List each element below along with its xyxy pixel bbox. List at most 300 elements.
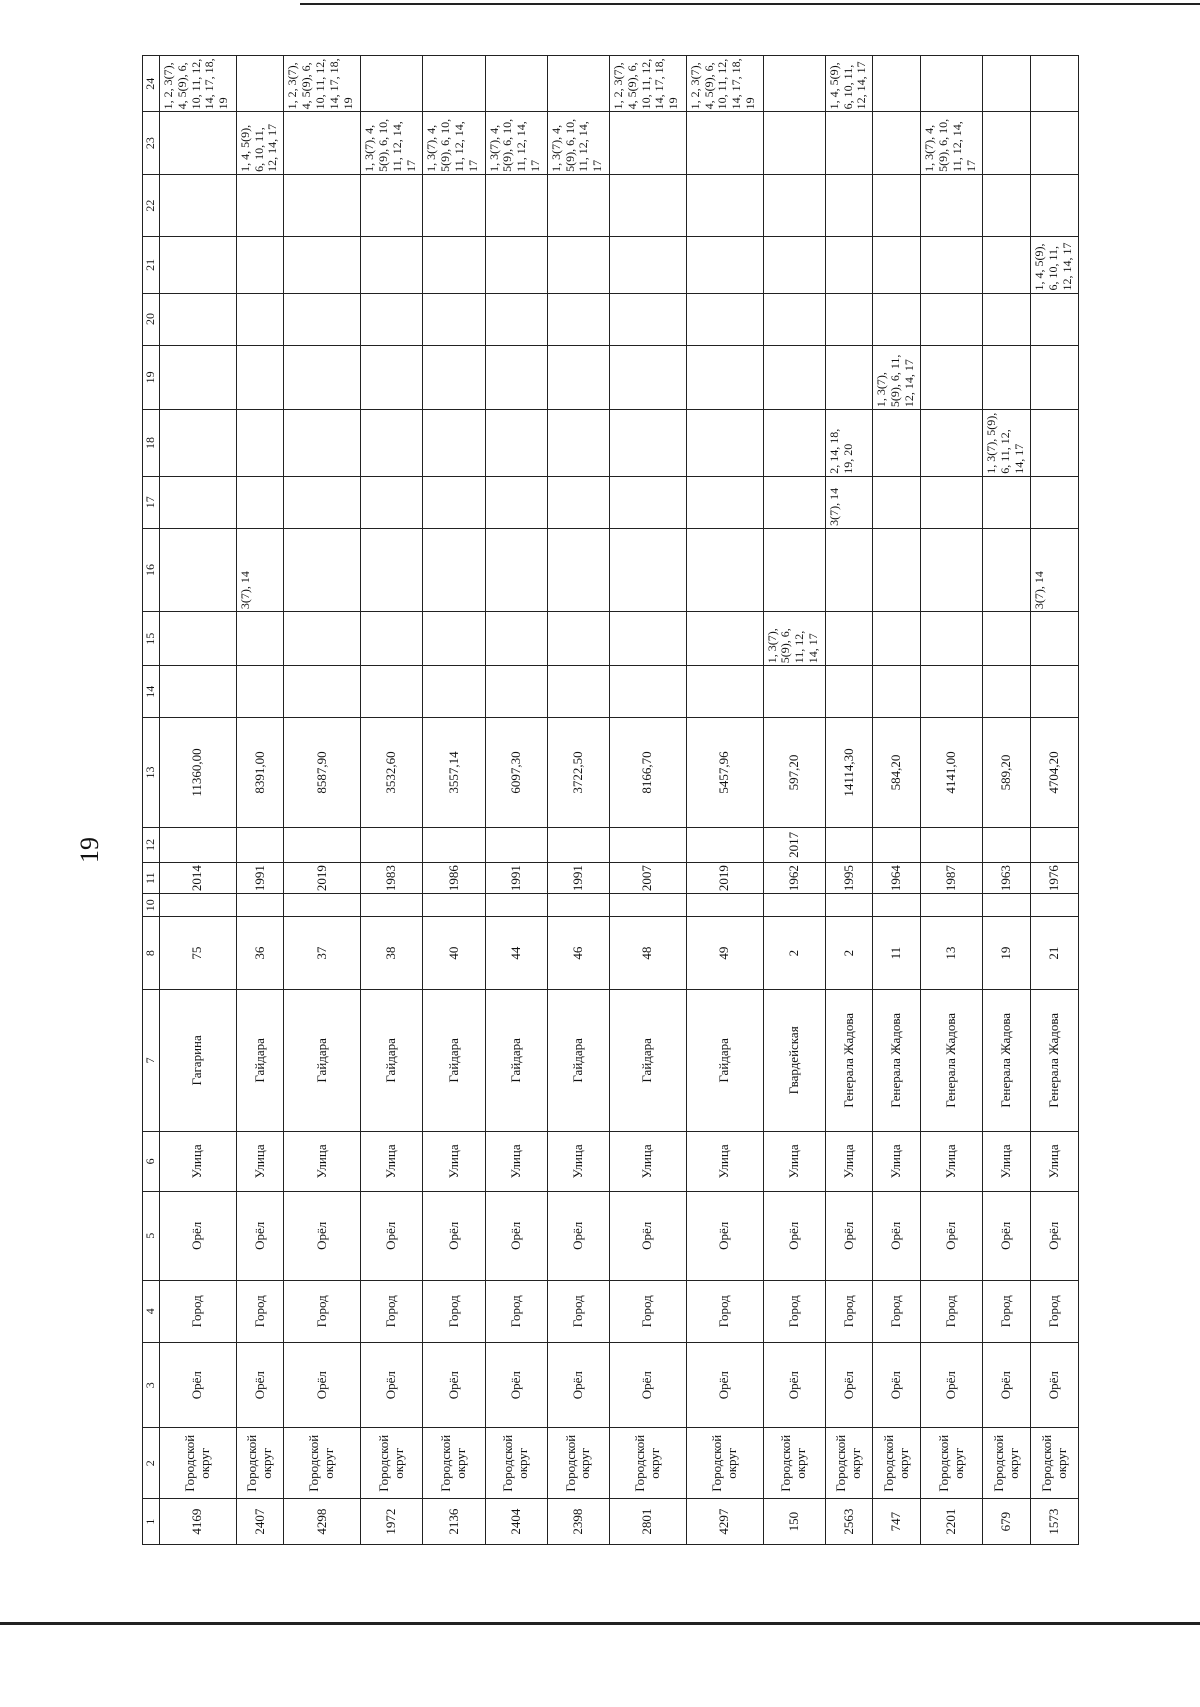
cell-col-19 [361,345,423,410]
cell-col-20 [361,293,423,345]
cell-col-20 [160,293,237,345]
cell-col-7: Гайдара [361,990,423,1132]
cell-col-16 [763,528,825,611]
cell-col-13: 584,20 [873,718,921,827]
cell-col-23 [983,112,1031,174]
cell-col-21 [873,237,921,293]
table-row [983,56,1031,1545]
cell-col-23: 1, 3(7), 4, 5(9), 6, 10, 11, 12, 14, 17 [423,112,485,174]
cell-col-5: Орёл [547,1192,609,1281]
cell-col-2: Городской округ [763,1428,825,1499]
cell-col-15 [236,612,284,666]
page-number: 19 [75,837,104,863]
column-header-13: 13 [143,718,160,827]
cell-col-12 [485,827,547,862]
cell-col-15 [610,612,687,666]
cell-col-14 [763,666,825,718]
cell-col-18 [547,410,609,477]
cell-col-18 [763,410,825,477]
cell-col-7: Гайдара [423,990,485,1132]
column-header-10: 10 [143,894,160,917]
cell-col-11: 2019 [686,863,763,894]
cell-col-10 [236,894,284,917]
cell-col-21 [361,237,423,293]
column-header-15: 15 [143,612,160,666]
cell-col-21 [686,237,763,293]
cell-col-10 [361,894,423,917]
cell-col-22 [236,174,284,236]
cell-col-21 [763,237,825,293]
cell-col-17 [547,476,609,528]
cell-col-24 [763,56,825,112]
cell-col-18 [921,410,983,477]
cell-col-6: Улица [686,1131,763,1191]
cell-col-14 [983,666,1031,718]
cell-col-16 [686,528,763,611]
cell-col-22 [825,174,873,236]
cell-col-20 [763,293,825,345]
cell-col-2: Городской округ [547,1428,609,1499]
cell-col-8: 44 [485,917,547,990]
cell-col-19 [485,345,547,410]
cell-col-22 [361,174,423,236]
cell-col-17 [921,476,983,528]
cell-col-1: 2407 [236,1499,284,1545]
cell-col-16 [983,528,1031,611]
column-header-4: 4 [143,1280,160,1342]
cell-col-15 [1031,612,1079,666]
cell-col-24 [1031,56,1079,112]
cell-col-18 [160,410,237,477]
cell-col-13: 8166,70 [610,718,687,827]
cell-col-8: 21 [1031,917,1079,990]
cell-col-17: 3(7), 14 [825,476,873,528]
cell-col-4: Город [873,1280,921,1342]
cell-col-12 [686,827,763,862]
cell-col-8: 37 [284,917,361,990]
cell-col-19 [983,345,1031,410]
cell-col-1: 2398 [547,1499,609,1545]
cell-col-7: Гагарина [160,990,237,1132]
cell-col-4: Город [1031,1280,1079,1342]
cell-col-14 [284,666,361,718]
cell-col-16 [825,528,873,611]
cell-col-3: Орёл [873,1343,921,1428]
cell-col-14 [610,666,687,718]
cell-col-19 [284,345,361,410]
cell-col-15: 1, 3(7), 5(9), 6, 11, 12, 14, 17 [763,612,825,666]
cell-col-4: Город [160,1280,237,1342]
cell-col-23: 1, 3(7), 4, 5(9), 6, 10, 11, 12, 14, 17 [361,112,423,174]
cell-col-17 [236,476,284,528]
cell-col-3: Орёл [236,1343,284,1428]
cell-col-24 [485,56,547,112]
cell-col-23: 1, 3(7), 4, 5(9), 6, 10, 11, 12, 14, 17 [921,112,983,174]
cell-col-20 [686,293,763,345]
cell-col-7: Гайдара [284,990,361,1132]
column-header-18: 18 [143,410,160,477]
cell-col-22 [921,174,983,236]
cell-col-19 [825,345,873,410]
cell-col-5: Орёл [361,1192,423,1281]
cell-col-21 [485,237,547,293]
cell-col-13: 589,20 [983,718,1031,827]
cell-col-12 [547,827,609,862]
cell-col-18 [686,410,763,477]
cell-col-3: Орёл [686,1343,763,1428]
cell-col-12 [983,827,1031,862]
cell-col-20 [921,293,983,345]
cell-col-17 [1031,476,1079,528]
cell-col-12 [873,827,921,862]
cell-col-16 [423,528,485,611]
table-row [873,56,921,1545]
cell-col-10 [686,894,763,917]
cell-col-5: Орёл [423,1192,485,1281]
cell-col-4: Город [361,1280,423,1342]
cell-col-22 [423,174,485,236]
cell-col-6: Улица [547,1131,609,1191]
table-row [686,56,763,1545]
cell-col-4: Город [485,1280,547,1342]
cell-col-21 [423,237,485,293]
cell-col-10 [873,894,921,917]
cell-col-15 [423,612,485,666]
cell-col-3: Орёл [825,1343,873,1428]
cell-col-19 [423,345,485,410]
cell-col-20 [610,293,687,345]
cell-col-16 [160,528,237,611]
cell-col-17 [284,476,361,528]
cell-col-23: 1, 3(7), 4, 5(9), 6, 10, 11, 12, 14, 17 [547,112,609,174]
cell-col-1: 4169 [160,1499,237,1545]
cell-col-23 [763,112,825,174]
cell-col-12 [1031,827,1079,862]
cell-col-8: 36 [236,917,284,990]
cell-col-17 [983,476,1031,528]
cell-col-8: 49 [686,917,763,990]
cell-col-6: Улица [873,1131,921,1191]
cell-col-17 [423,476,485,528]
cell-col-8: 19 [983,917,1031,990]
cell-col-14 [825,666,873,718]
cell-col-1: 747 [873,1499,921,1545]
cell-col-4: Город [686,1280,763,1342]
cell-col-3: Орёл [284,1343,361,1428]
cell-col-6: Улица [1031,1131,1079,1191]
cell-col-15 [825,612,873,666]
cell-col-10 [160,894,237,917]
cell-col-1: 4298 [284,1499,361,1545]
cell-col-20 [825,293,873,345]
cell-col-24 [236,56,284,112]
cell-col-8: 11 [873,917,921,990]
cell-col-3: Орёл [921,1343,983,1428]
cell-col-20 [423,293,485,345]
cell-col-14 [485,666,547,718]
cell-col-2: Городской округ [423,1428,485,1499]
cell-col-24: 1, 4, 5(9), 6, 10, 11, 12, 14, 17 [825,56,873,112]
cell-col-5: Орёл [1031,1192,1079,1281]
cell-col-11: 1987 [921,863,983,894]
cell-col-23 [825,112,873,174]
cell-col-6: Улица [983,1131,1031,1191]
cell-col-22 [485,174,547,236]
cell-col-19 [610,345,687,410]
cell-col-11: 1986 [423,863,485,894]
cell-col-5: Орёл [160,1192,237,1281]
bottom-rule [0,1622,1200,1625]
cell-col-13: 4704,20 [1031,718,1079,827]
cell-col-11: 1976 [1031,863,1079,894]
cell-col-2: Городской округ [825,1428,873,1499]
cell-col-1: 4297 [686,1499,763,1545]
column-header-24: 24 [143,56,160,112]
cell-col-18 [236,410,284,477]
cell-col-7: Гайдара [547,990,609,1132]
cell-col-4: Город [763,1280,825,1342]
cell-col-10 [983,894,1031,917]
cell-col-18: 2, 14, 18, 19, 20 [825,410,873,477]
cell-col-6: Улица [485,1131,547,1191]
cell-col-23 [1031,112,1079,174]
cell-col-6: Улица [610,1131,687,1191]
cell-col-12 [236,827,284,862]
cell-col-24: 1, 2, 3(7), 4, 5(9), 6, 10, 11, 12, 14, 17, 18, 19 [610,56,687,112]
cell-col-11: 2019 [284,863,361,894]
cell-col-1: 1972 [361,1499,423,1545]
cell-col-2: Городской округ [236,1428,284,1499]
table-row [547,56,609,1545]
cell-col-21 [284,237,361,293]
cell-col-6: Улица [763,1131,825,1191]
cell-col-10 [610,894,687,917]
cell-col-3: Орёл [485,1343,547,1428]
cell-col-8: 75 [160,917,237,990]
cell-col-19 [236,345,284,410]
column-header-17: 17 [143,476,160,528]
cell-col-3: Орёл [423,1343,485,1428]
cell-col-11: 1991 [236,863,284,894]
cell-col-3: Орёл [610,1343,687,1428]
header-row [143,56,160,1545]
table-row [361,56,423,1545]
cell-col-2: Городской округ [921,1428,983,1499]
cell-col-4: Город [825,1280,873,1342]
cell-col-11: 1991 [547,863,609,894]
cell-col-13: 3722,50 [547,718,609,827]
cell-col-8: 13 [921,917,983,990]
cell-col-2: Городской округ [1031,1428,1079,1499]
cell-col-4: Город [547,1280,609,1342]
column-header-1: 1 [143,1499,160,1545]
cell-col-24: 1, 2, 3(7), 4, 5(9), 6, 10, 11, 12, 14, 17, 18, 19 [686,56,763,112]
cell-col-16 [284,528,361,611]
cell-col-22 [1031,174,1079,236]
cell-col-18 [485,410,547,477]
cell-col-22 [284,174,361,236]
cell-col-16 [873,528,921,611]
cell-col-1: 2136 [423,1499,485,1545]
cell-col-16: 3(7), 14 [236,528,284,611]
column-header-8: 8 [143,917,160,990]
cell-col-11: 1991 [485,863,547,894]
cell-col-21 [547,237,609,293]
cell-col-19 [1031,345,1079,410]
cell-col-13: 8391,00 [236,718,284,827]
cell-col-6: Улица [825,1131,873,1191]
cell-col-17 [160,476,237,528]
cell-col-17 [873,476,921,528]
table-row [921,56,983,1545]
cell-col-24 [873,56,921,112]
cell-col-17 [763,476,825,528]
cell-col-23: 1, 3(7), 4, 5(9), 6, 10, 11, 12, 14, 17 [485,112,547,174]
column-header-11: 11 [143,863,160,894]
cell-col-10 [423,894,485,917]
cell-col-7: Генерала Жадова [921,990,983,1132]
cell-col-14 [921,666,983,718]
table-row [485,56,547,1545]
cell-col-11: 1963 [983,863,1031,894]
cell-col-13: 3557,14 [423,718,485,827]
cell-col-20 [1031,293,1079,345]
cell-col-1: 2801 [610,1499,687,1545]
cell-col-2: Городской округ [873,1428,921,1499]
table-row [763,56,825,1545]
column-header-12: 12 [143,827,160,862]
cell-col-24: 1, 2, 3(7), 4, 5(9), 6, 10, 11, 12, 14, 17, 18, 19 [160,56,237,112]
cell-col-14 [236,666,284,718]
cell-col-11: 2007 [610,863,687,894]
cell-col-10 [763,894,825,917]
cell-col-21: 1, 4, 5(9), 6, 10, 11, 12, 14, 17 [1031,237,1079,293]
cell-col-3: Орёл [1031,1343,1079,1428]
cell-col-11: 1983 [361,863,423,894]
cell-col-11: 1964 [873,863,921,894]
cell-col-12 [610,827,687,862]
cell-col-24 [361,56,423,112]
cell-col-6: Улица [284,1131,361,1191]
cell-col-3: Орёл [547,1343,609,1428]
cell-col-2: Городской округ [686,1428,763,1499]
cell-col-15 [485,612,547,666]
cell-col-2: Городской округ [160,1428,237,1499]
column-header-3: 3 [143,1343,160,1428]
table-row [423,56,485,1545]
cell-col-16 [610,528,687,611]
cell-col-20 [236,293,284,345]
cell-col-12 [921,827,983,862]
column-header-20: 20 [143,293,160,345]
cell-col-8: 2 [763,917,825,990]
cell-col-14 [160,666,237,718]
cell-col-19 [921,345,983,410]
cell-col-8: 38 [361,917,423,990]
cell-col-16 [547,528,609,611]
cell-col-11: 2014 [160,863,237,894]
cell-col-23 [686,112,763,174]
cell-col-10 [825,894,873,917]
table-row [284,56,361,1545]
cell-col-18: 1, 3(7), 5(9), 6, 11, 12, 14, 17 [983,410,1031,477]
cell-col-13: 11360,00 [160,718,237,827]
cell-col-13: 8587,90 [284,718,361,827]
cell-col-7: Гайдара [686,990,763,1132]
cell-col-3: Орёл [160,1343,237,1428]
cell-col-22 [547,174,609,236]
cell-col-12: 2017 [763,827,825,862]
cell-col-23 [284,112,361,174]
cell-col-20 [485,293,547,345]
cell-col-21 [236,237,284,293]
cell-col-7: Генерала Жадова [983,990,1031,1132]
cell-col-3: Орёл [983,1343,1031,1428]
cell-col-16: 3(7), 14 [1031,528,1079,611]
cell-col-23 [160,112,237,174]
cell-col-5: Орёл [825,1192,873,1281]
cell-col-15 [686,612,763,666]
cell-col-5: Орёл [983,1192,1031,1281]
cell-col-1: 2201 [921,1499,983,1545]
cell-col-17 [686,476,763,528]
cell-col-16 [485,528,547,611]
cell-col-16 [361,528,423,611]
cell-col-11: 1995 [825,863,873,894]
cell-col-13: 3532,60 [361,718,423,827]
cell-col-12 [160,827,237,862]
column-header-21: 21 [143,237,160,293]
cell-col-23 [610,112,687,174]
cell-col-7: Гайдара [485,990,547,1132]
cell-col-15 [983,612,1031,666]
cell-col-10 [547,894,609,917]
cell-col-22 [686,174,763,236]
cell-col-24 [547,56,609,112]
cell-col-23: 1, 4, 5(9), 6, 10, 11, 12, 14, 17 [236,112,284,174]
cell-col-13: 4141,00 [921,718,983,827]
cell-col-13: 597,20 [763,718,825,827]
cell-col-20 [284,293,361,345]
column-header-23: 23 [143,112,160,174]
cell-col-20 [873,293,921,345]
cell-col-5: Орёл [763,1192,825,1281]
cell-col-7: Генерала Жадова [873,990,921,1132]
cell-col-3: Орёл [361,1343,423,1428]
cell-col-14 [423,666,485,718]
table-row [160,56,237,1545]
cell-col-3: Орёл [763,1343,825,1428]
cell-col-19: 1, 3(7), 5(9), 6, 11, 12, 14, 17 [873,345,921,410]
cell-col-14 [1031,666,1079,718]
cell-col-21 [983,237,1031,293]
cell-col-13: 5457,96 [686,718,763,827]
top-rule [300,3,1200,5]
cell-col-10 [284,894,361,917]
cell-col-18 [873,410,921,477]
table-row [825,56,873,1545]
cell-col-15 [921,612,983,666]
cell-col-14 [873,666,921,718]
cell-col-2: Городской округ [361,1428,423,1499]
cell-col-5: Орёл [610,1192,687,1281]
cell-col-18 [423,410,485,477]
cell-col-1: 2404 [485,1499,547,1545]
cell-col-20 [547,293,609,345]
cell-col-14 [547,666,609,718]
cell-col-16 [921,528,983,611]
cell-col-18 [361,410,423,477]
